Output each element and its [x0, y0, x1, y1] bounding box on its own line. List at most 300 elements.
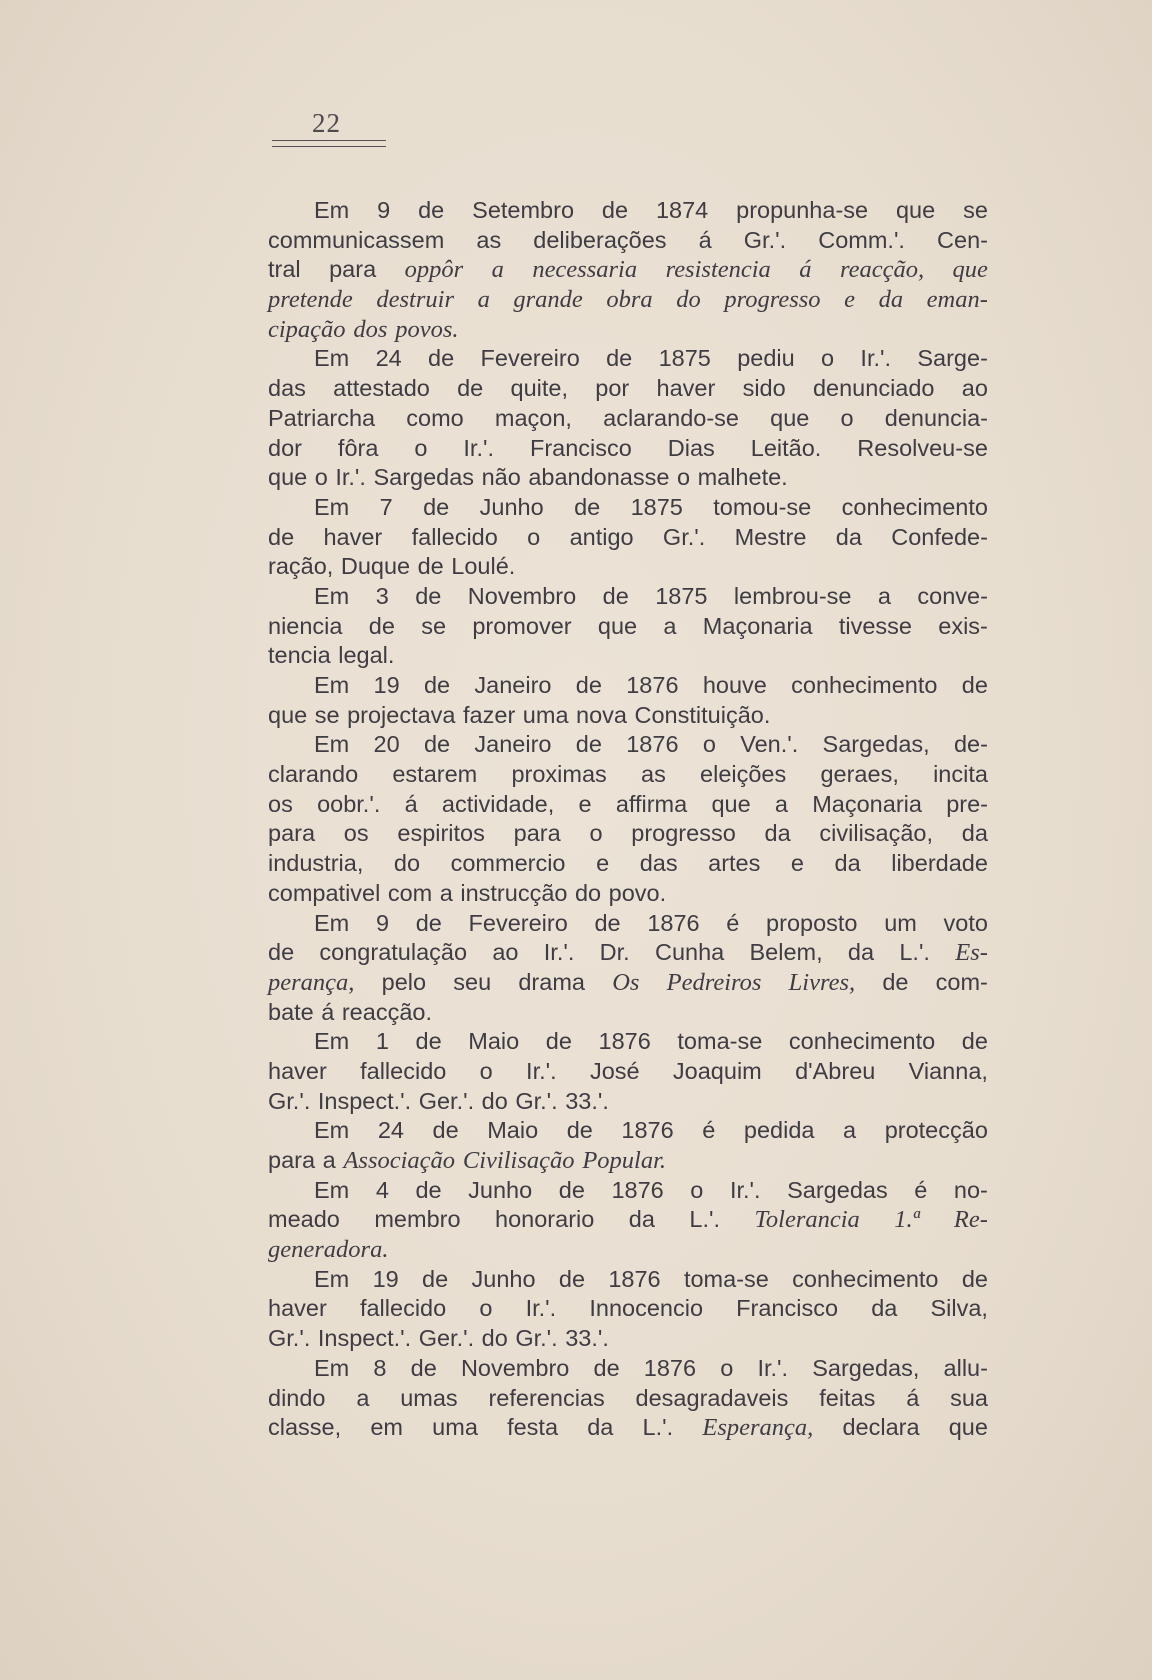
word: progresso — [631, 820, 736, 847]
word: do — [481, 1087, 508, 1114]
word: 24 — [375, 345, 402, 372]
word: tral — [268, 256, 301, 283]
word: que — [268, 464, 308, 491]
text-line — [268, 1324, 988, 1354]
word: as — [476, 226, 502, 253]
word: 1874 — [655, 197, 709, 223]
word: 33.'. — [565, 1325, 609, 1352]
word: o — [527, 523, 541, 550]
word: Cunha — [654, 939, 725, 966]
word: Em — [314, 582, 350, 609]
text-line — [268, 1087, 988, 1117]
word: a — [774, 790, 788, 817]
word: Em — [314, 672, 350, 698]
word: 4 — [375, 1176, 389, 1203]
word: 1875 — [655, 582, 708, 609]
word: da — [871, 1295, 898, 1322]
word: com — [387, 879, 433, 906]
word: se — [963, 197, 988, 223]
word: Fevereiro — [468, 909, 568, 936]
word: de — [575, 731, 602, 758]
word: Es- — [955, 939, 988, 967]
word: Em — [314, 731, 350, 758]
word: grande — [513, 286, 583, 314]
word: fallecido — [411, 523, 498, 550]
word: Janeiro — [474, 672, 552, 698]
word: a — [843, 1117, 857, 1144]
word: quite, — [510, 375, 569, 402]
word: Sargedas, — [812, 1354, 920, 1381]
word: haver — [656, 375, 716, 402]
word: que — [770, 404, 810, 431]
word: de — [961, 672, 988, 698]
word: de — [268, 939, 295, 966]
word: necessaria — [532, 256, 638, 284]
word: tencia — [268, 642, 331, 669]
word: de — [882, 968, 909, 995]
word: Belem, — [749, 939, 823, 966]
word: da — [628, 1206, 655, 1233]
word: o — [589, 820, 603, 847]
word: Em — [314, 345, 350, 372]
word: L.'. — [689, 1206, 721, 1233]
word: da — [847, 939, 875, 966]
word: maçon, — [494, 404, 572, 431]
word: Em — [314, 1028, 350, 1055]
word: Francisco — [736, 1295, 839, 1322]
word: Em — [314, 1117, 350, 1144]
word: de — [415, 1176, 442, 1203]
word: obra — [606, 286, 653, 314]
word: Ir.'. — [860, 345, 892, 372]
word: 19 — [373, 672, 400, 698]
word: que — [597, 612, 638, 639]
word: de — [422, 1265, 449, 1292]
text-line — [268, 1116, 988, 1146]
word: 1875 — [630, 493, 683, 520]
text-line — [268, 760, 988, 790]
text-line — [268, 879, 988, 909]
word: de — [410, 1354, 437, 1381]
word: á — [321, 998, 335, 1025]
word: promover — [472, 612, 572, 639]
word: niencia — [268, 612, 343, 639]
word: 1876 — [626, 672, 679, 698]
word: a — [877, 582, 891, 609]
text-line — [268, 463, 988, 493]
word: da — [878, 286, 904, 314]
word: haver — [268, 1295, 327, 1322]
text-line — [268, 790, 988, 820]
word: a — [322, 1147, 336, 1173]
word: Gr.'. — [515, 1087, 558, 1114]
text-line — [268, 1413, 988, 1443]
word: Junho — [479, 493, 544, 520]
word: Constituição. — [634, 701, 771, 728]
word: e — [790, 850, 804, 877]
word: Em — [314, 197, 350, 223]
word: Janeiro — [474, 731, 552, 758]
word: para — [268, 1147, 316, 1173]
word: ração, — [268, 553, 334, 580]
word: 9 — [377, 197, 391, 223]
word: de — [418, 197, 445, 223]
word: compativel — [268, 879, 381, 906]
word: conhecimento — [841, 493, 988, 520]
word: Gr.'. — [743, 226, 787, 253]
word: lembrou-se — [733, 582, 852, 609]
word: uma — [432, 1414, 478, 1441]
word: o — [690, 1176, 704, 1203]
word: os — [343, 820, 369, 847]
word: fallecido — [360, 1057, 447, 1084]
word: tomou-se — [713, 493, 812, 520]
word: Ger.'. — [418, 1325, 475, 1352]
word: as — [641, 761, 666, 788]
word: 20 — [373, 731, 400, 758]
text-line — [268, 226, 988, 256]
word: Maçonaria — [812, 790, 922, 817]
word: 7 — [379, 493, 393, 520]
word: haver — [323, 523, 383, 550]
word: malhete. — [697, 464, 788, 491]
word: Em — [314, 1176, 350, 1203]
word: de — [574, 493, 601, 520]
word: Ir.'. — [526, 1057, 557, 1084]
word: de — [415, 909, 442, 936]
word: Popular. — [582, 1147, 667, 1174]
word: Ir.'. — [729, 1176, 761, 1203]
word: Em — [314, 1265, 350, 1292]
word: communicassem — [268, 226, 445, 253]
word: para — [268, 820, 316, 847]
word: denunciado — [812, 375, 935, 402]
word: 1876 — [611, 1176, 664, 1203]
word: resistencia — [665, 256, 771, 284]
text-line — [268, 1294, 988, 1324]
word: pedida — [743, 1117, 815, 1144]
word: Novembro — [467, 582, 577, 609]
body-text — [268, 196, 988, 1443]
text-line — [268, 552, 988, 582]
word: destruir — [376, 286, 454, 314]
word: por — [595, 375, 630, 402]
word: que — [895, 197, 936, 223]
word: no- — [953, 1176, 988, 1203]
word: como — [406, 404, 464, 431]
word: de — [606, 345, 633, 372]
word: de- — [953, 731, 988, 758]
word: aclarando-se — [603, 404, 739, 431]
word: Gr.'. — [268, 1087, 311, 1114]
word: generadora. — [268, 1236, 389, 1264]
word: 33.'. — [565, 1087, 609, 1114]
word: Ir.'. — [543, 939, 575, 966]
word: tivesse — [838, 612, 912, 639]
text-line — [268, 523, 988, 553]
word: espiritos — [397, 820, 485, 847]
word: L.'. — [642, 1414, 674, 1441]
word: de — [368, 612, 395, 639]
word: referencias — [488, 1384, 605, 1411]
word: Sarge- — [917, 345, 988, 372]
text-line — [268, 1176, 988, 1206]
word: Pedreiros — [666, 968, 762, 996]
word: geraes, — [820, 761, 899, 788]
word: o — [702, 731, 716, 758]
word: em — [370, 1414, 403, 1441]
word: Leitão. — [750, 434, 822, 461]
word: festa — [507, 1414, 559, 1441]
word: de — [432, 1117, 459, 1144]
word: Associação — [343, 1147, 456, 1174]
word: dos — [353, 315, 388, 343]
word: 1876 — [647, 909, 700, 936]
text-line — [268, 849, 988, 879]
word: a — [439, 879, 453, 906]
text-line — [268, 404, 988, 434]
word: o — [720, 1354, 734, 1381]
word: para — [329, 256, 377, 283]
word: á — [698, 226, 712, 253]
word: de — [423, 672, 451, 698]
word: de — [601, 197, 629, 223]
word: Em — [314, 493, 350, 520]
word: L.'. — [899, 939, 930, 966]
word: declara — [842, 1414, 920, 1441]
text-line — [268, 434, 988, 464]
word: de — [602, 582, 629, 609]
text-line — [268, 701, 988, 731]
word: Gr.'. — [268, 1325, 311, 1352]
text-line — [268, 998, 988, 1028]
word: da — [764, 820, 791, 847]
word: houve — [702, 672, 767, 698]
word: Mestre — [734, 523, 807, 550]
word: 1876 — [608, 1265, 661, 1292]
word: é — [702, 1117, 716, 1144]
word: a — [477, 286, 490, 314]
word: pediu — [737, 345, 795, 372]
word: e — [596, 850, 610, 877]
word: Tolerancia — [754, 1206, 860, 1234]
word: honorario — [495, 1206, 595, 1233]
text-line — [268, 285, 988, 315]
word: Inspect.'. — [317, 1087, 412, 1114]
word: um — [884, 909, 917, 936]
word: d'Abreu — [795, 1057, 876, 1084]
word: sido — [742, 375, 786, 402]
word: ao — [492, 939, 519, 966]
word: a — [491, 256, 504, 284]
word: que — [952, 256, 988, 284]
word: Os — [612, 968, 640, 996]
word: de — [575, 672, 602, 698]
text-line — [268, 1384, 988, 1414]
word: instrucção — [460, 879, 568, 906]
word: a — [663, 612, 677, 639]
word: reacção. — [341, 998, 432, 1025]
word: dor — [268, 434, 302, 461]
word: commercio — [450, 850, 566, 877]
word: e — [844, 286, 855, 314]
word: do — [393, 850, 421, 877]
text-line — [268, 1027, 988, 1057]
word: Ven.'. — [740, 731, 799, 758]
word: 1 — [375, 1028, 389, 1055]
word: allu- — [943, 1354, 988, 1381]
word: Junho — [471, 1265, 536, 1292]
text-line — [268, 582, 988, 612]
word: protecção — [884, 1117, 988, 1144]
word: desagradaveis — [635, 1384, 789, 1411]
word: conhecimento — [792, 1265, 939, 1292]
word: de — [961, 1265, 988, 1292]
word: eleições — [700, 761, 787, 788]
word: 1876 — [621, 1117, 674, 1144]
word: de — [566, 1117, 593, 1144]
word: fazer — [463, 701, 516, 728]
word: Cen- — [937, 226, 988, 253]
word: que — [268, 701, 308, 728]
word: o — [840, 404, 854, 431]
word: Maio — [468, 1028, 520, 1055]
text-line — [268, 1265, 988, 1295]
word: legal. — [338, 642, 395, 669]
word: para — [513, 820, 561, 847]
word: liberdade — [891, 850, 988, 877]
word: Esperança, — [702, 1414, 814, 1442]
word: classe, — [268, 1414, 342, 1441]
word: e — [578, 790, 592, 817]
word: cipação — [268, 315, 346, 343]
word: Inspect.'. — [317, 1325, 412, 1352]
word: de — [423, 493, 450, 520]
word: seu — [453, 968, 492, 995]
word: não — [481, 464, 521, 491]
word: 19 — [372, 1265, 399, 1292]
word: o — [414, 434, 428, 461]
text-line — [268, 730, 988, 760]
word: á — [799, 256, 812, 284]
word: de — [415, 582, 442, 609]
word: affirma — [615, 790, 688, 817]
text-line — [268, 938, 988, 968]
word: 3 — [375, 582, 389, 609]
text-line — [268, 374, 988, 404]
word: das — [639, 850, 678, 877]
text-line — [268, 1354, 988, 1384]
word: toma-se — [677, 1028, 763, 1055]
text-line — [268, 968, 988, 998]
word: 1876 — [626, 731, 679, 758]
word: de — [423, 731, 451, 758]
word: José — [589, 1057, 640, 1084]
word: Ir.'. — [525, 1295, 557, 1322]
word: de — [558, 1265, 586, 1292]
word: proximas — [511, 761, 607, 788]
word: que — [948, 1414, 988, 1441]
word: conve- — [917, 582, 988, 609]
word: é — [914, 1176, 928, 1203]
word: Livres, — [788, 968, 856, 996]
word: congratulação — [319, 939, 468, 966]
word: clarando — [268, 761, 359, 788]
word: á — [404, 790, 418, 817]
word: o — [314, 464, 328, 491]
word: dindo — [268, 1384, 326, 1411]
double-rule-divider — [272, 140, 386, 147]
word: 1.ª — [894, 1206, 920, 1234]
word: estarem — [392, 761, 478, 788]
word: oppôr — [404, 256, 464, 284]
word: progresso — [724, 286, 821, 314]
word: de — [268, 523, 295, 550]
word: Dias — [667, 434, 715, 461]
word: Resolveu-se — [857, 434, 988, 461]
word: povos. — [395, 315, 459, 343]
word: Loulé. — [451, 553, 516, 580]
word: Vianna, — [908, 1057, 988, 1084]
word: Duque — [340, 553, 411, 580]
text-line — [268, 819, 988, 849]
word: das — [268, 375, 306, 402]
word: da — [835, 523, 862, 550]
word: 24 — [377, 1117, 404, 1144]
word: Dr. — [599, 939, 630, 966]
word: Maio — [487, 1117, 539, 1144]
word: á — [906, 1384, 920, 1411]
word: pre- — [946, 790, 988, 817]
word: conhecimento — [788, 1028, 936, 1055]
text-line — [268, 641, 988, 671]
word: projectava — [347, 701, 456, 728]
word: da — [834, 850, 861, 877]
text-line — [268, 612, 988, 642]
word: a — [356, 1384, 370, 1411]
word: o — [676, 464, 691, 491]
word: Junho — [468, 1176, 533, 1203]
word: fôra — [337, 434, 379, 461]
word: Civilisação — [462, 1147, 575, 1174]
word: se — [421, 612, 447, 639]
text-line — [268, 255, 988, 285]
word: da — [587, 1414, 614, 1441]
word: oobr.'. — [317, 790, 381, 817]
text-line — [268, 1146, 988, 1176]
text-line — [268, 196, 988, 226]
word: antigo — [569, 523, 634, 550]
word: pelo — [381, 968, 427, 995]
word: civilisação, — [819, 820, 934, 847]
word: haver — [268, 1057, 327, 1084]
word: drama — [518, 968, 585, 995]
word: é — [726, 909, 740, 936]
word: se — [314, 701, 340, 728]
word: Joaquim — [672, 1057, 762, 1084]
word: 1875 — [658, 345, 711, 372]
word: 9 — [375, 909, 390, 936]
word: Em — [314, 1354, 350, 1381]
word: membro — [374, 1206, 461, 1233]
word: o — [821, 345, 835, 372]
word: do — [574, 879, 602, 906]
word: meado — [268, 1206, 340, 1233]
word: perança, — [268, 968, 355, 996]
word: ao — [961, 375, 988, 402]
word: 1876 — [598, 1028, 651, 1055]
word: o — [479, 1295, 493, 1322]
